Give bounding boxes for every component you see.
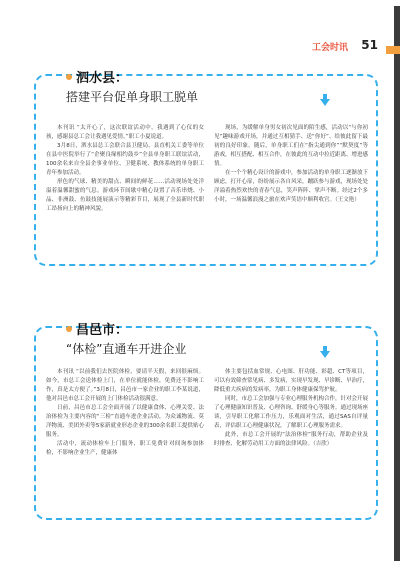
article-column-right xyxy=(214,124,368,205)
side-tab xyxy=(386,46,400,54)
page-number: 51 xyxy=(361,38,378,52)
paragraph: 体主要包括血常规、心电图、肝功能、彩超、CT等项目，可以有效筛查常见病、多发病，实现早发现、早诊断、早治疗，降低重大疾病的发病率，为职工身体健康保驾护航。 xyxy=(214,369,369,393)
bullet-dot xyxy=(66,326,72,332)
paragraph: 现场，为缓解单身男女初次见面的陌生感，活动以“与你初见”趣味游戏开场，并通过互相猜手、送“你好”、给彼此留下最初的良好印象。随后，单身职工们在“指尖通到你”“默契度”等游戏，相互搭配、相互合作，在彼此的互动中拉近距离、增进感情。 xyxy=(214,125,369,167)
article-title xyxy=(66,318,186,357)
paragraph: 本刊讯 “以前我们去医院体检，要请半天假，来回很麻烦。如今，市总工会送体检上门，在单位就能体检，免费还不影响工作，真是太方便了。”3月8日，昌邑市一家企业的职工李某说道，他对昌邑市总工会开展的上门体检活动很满意。 xyxy=(46,369,204,402)
article-title xyxy=(66,66,198,105)
page-header xyxy=(0,0,400,62)
paragraph: 形色的气球、精美的甜点、瞬间的鲜花……活动现场处处洋溢着温馨甜蜜的气息。游戏环节间歇中精心设置了音乐串烧、小品、非洲鼓、鱼鼓技能展演示等精彩节目，展现了全县新时代职工昂扬向上的精神风貌。 xyxy=(46,179,204,212)
article-headline: 搭建平台促单身职工脱单 xyxy=(66,90,199,104)
section-title: 工会时讯 xyxy=(311,43,348,53)
bullet-dot xyxy=(66,74,72,80)
arrow-down-icon xyxy=(320,346,330,356)
article-headline: “体检”直通车开进企业 xyxy=(66,342,187,356)
article-card-sishui xyxy=(34,71,378,266)
paragraph: 本刊讯 “太开心了，这次联谊活动中，我遇到了心仪的女孩，感谢县总工会让我遇见爱情。”职工小夏说道。 xyxy=(46,125,204,140)
paragraph: 3月8日，泗水县总工会联合县卫健局、县直机关工委等单位在县中医院举行了“企聚良缘相约鼓乡”全县单身职工联谊活动，100余名来自全县企事业单位、卫健系统、教体系统的单身职工青年参加活动。 xyxy=(46,143,204,176)
article-column-left xyxy=(46,124,204,214)
article-card-changyi xyxy=(34,323,378,520)
paragraph: 同时，市总工会加强与专业心理服务机构合作，针对会开展了心理健康知识普及、心理咨询、舒缓身心等服务。通过现场座谈，引导职工化解工作压力，乐观面对生活，通过SAS自评量表，评估职工心理健康状况，了解职工心理服务需求。 xyxy=(214,396,369,429)
arrow-down-icon xyxy=(320,94,330,104)
article-column-right xyxy=(214,368,368,449)
paragraph: 日前，昌邑市总工会全面开展了以健康食体、心理关爱、法治体检为主要内容的“三检”直通车进企业活动，为众诚物流、莫洋物流、美团外卖等5家新就业形态企业的300余名职工提供贴心服务。 xyxy=(46,405,204,438)
article-column-left xyxy=(46,368,204,458)
side-bar xyxy=(394,6,400,561)
article-city: 泗水县： xyxy=(76,71,129,86)
article-city: 昌邑市： xyxy=(76,323,129,338)
paragraph: 此外，市总工会开展的“法治体检”服务行动，帮助企业及时排查、化解劳动用工方面的法律风险。（吉欣） xyxy=(214,432,368,447)
paragraph: 活动中，流动体检车上门服务，职工免费针对间询参加体检，不影响企业生产，健康体 xyxy=(46,441,204,456)
paragraph: 在一个个精心设计的游戏中，参加活动的单身职工逐渐放下顾虑，打开心扉，纷纷展示各自风采，蹦跃参与游戏，现场处处洋溢着热烈欢快的青春气息，笑声阵阵、掌声不断。经过2个多小时，一场温馨浪漫之旅在欢声笑语中顺利收官。（王文艳） xyxy=(214,170,369,203)
